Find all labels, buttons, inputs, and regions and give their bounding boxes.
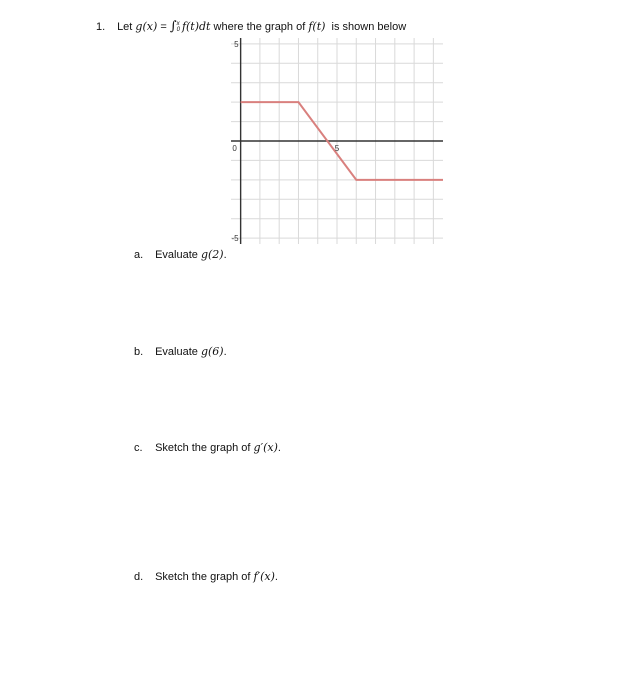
f-of-t: f(t) [308,20,326,33]
integral-limits [177,21,180,33]
y-tick-label-top: 5 [234,39,239,49]
function-graph [231,38,443,244]
part-b-letter: b. [134,346,144,358]
x-tick-label-5: 5 [334,144,340,153]
part-c-text: Sketch the graph of [155,442,251,454]
part-b-math: g(6) [200,345,224,358]
part-c-end: . [277,442,281,454]
part-b-text: Evaluate [155,346,198,358]
question-middle-text: where the graph of [213,21,306,33]
part-a-math: g(2) [200,248,224,261]
origin-label: 0 [232,144,237,153]
question-number: 1. [96,21,106,33]
part-b-end: . [223,346,227,358]
part-a-text: Evaluate [155,249,198,261]
part-a-letter: a. [134,249,144,261]
part-c-letter: c. [134,442,143,454]
part-d-letter: d. [134,571,144,583]
question-suffix: is shown below [331,21,407,33]
y-tick-label-bottom: -5 [231,234,239,244]
part-a [134,248,227,261]
part-d-text: Sketch the graph of [155,571,251,583]
part-d-end: . [274,571,278,583]
part-d [134,570,278,583]
part-c [134,441,281,454]
part-c-math: g′(x) [253,441,278,454]
integrand: f(t)dt [181,20,211,33]
g-of-x: g(x) [135,20,158,33]
question-header [96,19,406,34]
equals-sign: = [160,21,167,33]
question-prefix: Let [117,21,133,33]
part-d-math: f′(x) [253,570,275,583]
upper-limit: x [176,21,180,28]
part-a-end: . [223,249,227,261]
part-b [134,345,227,358]
lower-limit: 0 [176,27,180,34]
integral-sign: ∫ [169,19,177,34]
